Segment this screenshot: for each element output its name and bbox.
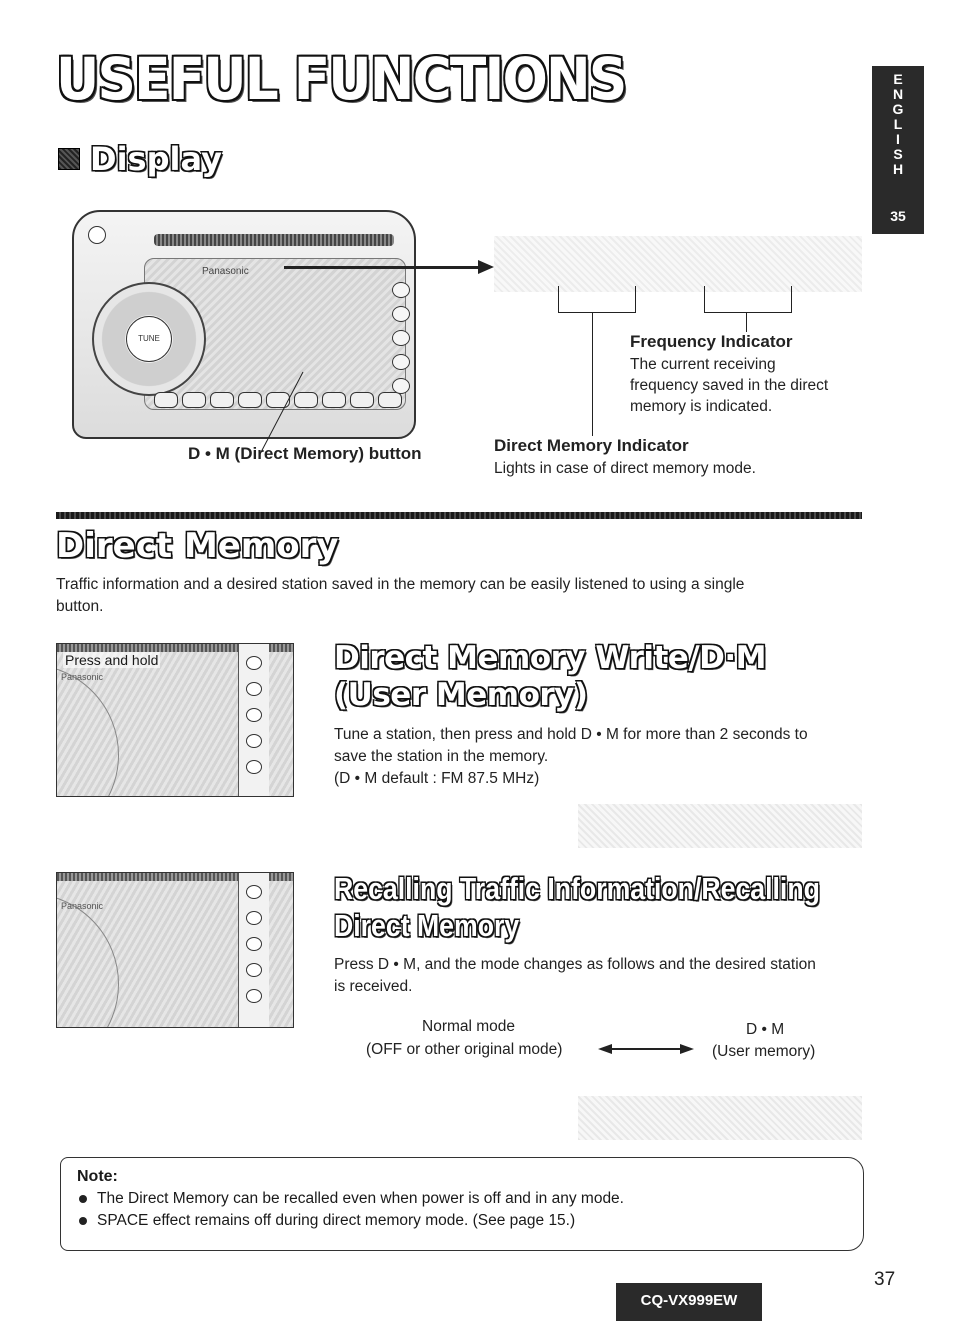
write-body-line: save the station in the memory. xyxy=(334,748,549,765)
write-section-body xyxy=(334,724,864,790)
frequency-indicator-description xyxy=(630,354,870,417)
page-number: 37 xyxy=(874,1269,896,1290)
decorative-hatch xyxy=(578,1096,862,1140)
arrow-right-icon xyxy=(680,1044,694,1054)
preset-button-icon xyxy=(322,392,346,408)
side-button-icon xyxy=(392,354,410,370)
note-list xyxy=(77,1188,863,1232)
tab-letter: N xyxy=(892,86,904,102)
side-button-icon xyxy=(246,885,262,899)
write-body-line: Tune a station, then press and hold D • M for more than 2 seconds to xyxy=(334,726,808,743)
side-button-icon xyxy=(246,708,262,722)
side-button-column xyxy=(392,282,410,394)
recall-heading-line: Direct Memory xyxy=(334,908,520,943)
section-divider xyxy=(56,512,862,519)
power-knob-icon xyxy=(88,226,106,244)
preset-button-icon xyxy=(378,392,402,408)
write-heading-line: (User Memory) xyxy=(334,677,588,713)
language-tab xyxy=(872,66,924,234)
control-dial-icon xyxy=(92,282,206,396)
note-item-text: SPACE effect remains off during direct memory mode. (See page 15.) xyxy=(97,1212,576,1229)
thumb-button-panel xyxy=(238,873,269,1027)
direct-memory-leader-line xyxy=(592,312,593,436)
dial-center-icon: TUNE xyxy=(126,316,172,362)
frequency-description-line: frequency saved in the direct xyxy=(630,377,829,394)
thumb-brand: Panasonic xyxy=(61,901,104,911)
recall-body-line: Press D • M, and the mode changes as follows and the desired station xyxy=(334,956,816,973)
press-and-hold-illustration xyxy=(56,643,294,797)
direct-memory-intro xyxy=(56,574,862,618)
mode-dm-sublabel: (User memory) xyxy=(712,1043,816,1060)
device-illustration xyxy=(68,196,418,446)
recall-body-line: is received. xyxy=(334,978,413,995)
note-box xyxy=(60,1157,864,1251)
arrow-shaft xyxy=(612,1048,680,1050)
language-tab-page: 35 xyxy=(890,208,906,224)
side-button-icon xyxy=(392,282,410,298)
note-item-text: The Direct Memory can be recalled even when power is off and in any mode. xyxy=(97,1190,624,1207)
tab-letter: L xyxy=(893,116,903,132)
section-title-display xyxy=(58,140,222,178)
write-default-note: (D • M default : FM 87.5 MHz) xyxy=(334,770,540,787)
mode-normal-sublabel: (OFF or other original mode) xyxy=(366,1041,563,1058)
direct-memory-indicator-bracket xyxy=(558,286,636,313)
side-button-icon xyxy=(246,682,262,696)
dm-button-icon xyxy=(246,760,262,774)
mode-toggle-arrow xyxy=(598,1044,694,1054)
side-button-icon xyxy=(246,911,262,925)
recall-section-body xyxy=(334,954,864,998)
thumb-dial-arc xyxy=(56,893,119,1028)
write-section-heading xyxy=(334,640,766,714)
note-item xyxy=(77,1210,863,1232)
preset-button-icon xyxy=(182,392,206,408)
frequency-description-line: memory is indicated. xyxy=(630,398,773,415)
note-title: Note: xyxy=(77,1168,118,1185)
side-button-icon xyxy=(246,734,262,748)
intro-line: button. xyxy=(56,598,104,615)
thumb-dial-arc xyxy=(56,664,119,797)
mode-normal-label: Normal mode xyxy=(422,1018,516,1035)
model-badge: CQ-VX999EW xyxy=(616,1283,762,1321)
direct-memory-indicator-title: Direct Memory Indicator xyxy=(494,436,689,455)
tab-letter: H xyxy=(892,161,904,177)
decorative-hatch xyxy=(578,804,862,848)
note-item xyxy=(77,1188,863,1210)
press-and-hold-label: Press and hold xyxy=(65,652,159,668)
thumb-brand: Panasonic xyxy=(61,672,104,682)
side-button-icon xyxy=(392,330,410,346)
device-body xyxy=(72,210,416,439)
square-bullet-icon xyxy=(58,148,80,170)
write-heading-line: Direct Memory Write/D·M xyxy=(334,640,767,676)
side-button-icon xyxy=(246,963,262,977)
frequency-indicator-bracket xyxy=(704,286,792,313)
arrow-left-icon xyxy=(598,1044,612,1054)
tab-letter: G xyxy=(892,101,904,117)
frequency-description-line: The current receiving xyxy=(630,356,776,373)
tab-letter: S xyxy=(893,146,903,162)
callout-arrow-line xyxy=(284,266,484,269)
side-button-icon xyxy=(246,656,262,670)
dm-button-label: D • M (Direct Memory) button xyxy=(188,444,422,463)
preset-button-icon xyxy=(350,392,374,408)
direct-memory-heading: Direct Memory xyxy=(56,526,339,566)
recall-section-heading xyxy=(334,870,899,944)
direct-memory-indicator-description: Lights in case of direct memory mode. xyxy=(494,460,756,477)
preset-button-icon xyxy=(154,392,178,408)
dm-button-icon xyxy=(246,989,262,1003)
device-brand: Panasonic xyxy=(202,266,249,277)
bullet-icon xyxy=(79,1195,87,1203)
tab-letter: I xyxy=(896,131,900,147)
callout-arrow-head-icon xyxy=(478,260,494,274)
recall-illustration xyxy=(56,872,294,1028)
side-button-icon xyxy=(246,937,262,951)
side-button-icon xyxy=(392,378,410,394)
frequency-leader-line xyxy=(746,312,747,332)
mode-dm-label: D • M xyxy=(746,1021,785,1038)
preset-button-icon xyxy=(210,392,234,408)
bullet-icon xyxy=(79,1217,87,1225)
disc-slot xyxy=(154,234,394,246)
thumb-button-panel xyxy=(238,644,269,796)
page-title: USEFUL FUNCTIONS xyxy=(56,45,626,113)
intro-line: Traffic information and a desired station saved in the memory can be easily listened to using a single xyxy=(56,576,745,593)
tab-letter: E xyxy=(893,71,903,87)
frequency-indicator-title: Frequency Indicator xyxy=(630,332,793,351)
language-tab-letters xyxy=(872,72,924,177)
section-title-text: Display xyxy=(90,140,222,178)
side-button-icon xyxy=(392,306,410,322)
display-zoom-panel xyxy=(494,236,862,292)
recall-heading-line: Recalling Traffic Information/Recalling xyxy=(334,871,820,906)
